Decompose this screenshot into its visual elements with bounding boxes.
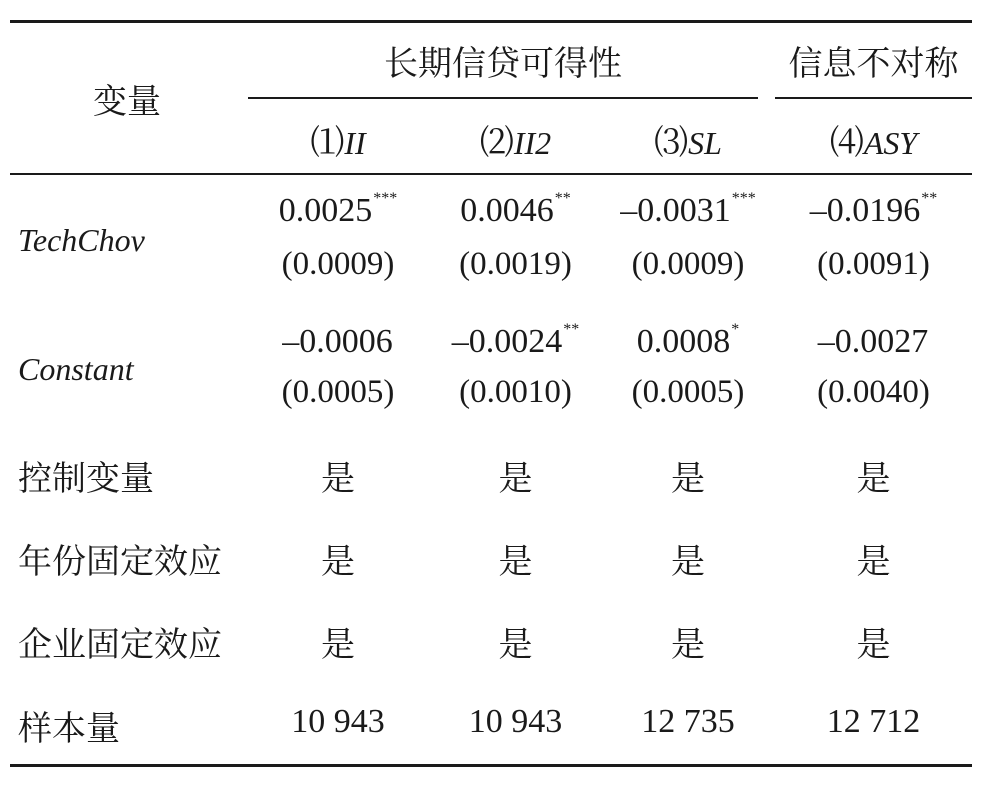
- control-cell: 是: [671, 459, 705, 499]
- sample-size-cell: 10 943: [468, 703, 563, 740]
- control-cell: 是: [856, 625, 891, 665]
- control-cell: 是: [498, 459, 533, 499]
- significance-stars: ***: [373, 190, 398, 207]
- control-cell: 是: [671, 625, 705, 665]
- header-group-info-asymmetry: 信息不对称: [788, 44, 959, 84]
- coef-value: 0.0025: [278, 192, 373, 229]
- se-cell: (0.0091): [817, 246, 930, 282]
- sample-size-cell: 10 943: [291, 703, 385, 740]
- control-cell: 是: [498, 625, 533, 665]
- coef-cell: [248, 192, 428, 230]
- column-number: ⑵: [479, 125, 514, 162]
- control-cell: 是: [498, 542, 533, 582]
- control-cell: 是: [856, 459, 891, 499]
- column-number: ⑷: [829, 125, 864, 162]
- se-cell: (0.0009): [631, 246, 745, 282]
- coef-cell: [428, 192, 603, 230]
- row-label-controls: 控制变量: [18, 459, 154, 499]
- column-header-4: [775, 115, 972, 164]
- significance-stars: **: [563, 321, 580, 338]
- coef-cell: [248, 323, 428, 361]
- column-header-3: [603, 115, 773, 164]
- se-cell: (0.0009): [281, 246, 395, 282]
- significance-stars: **: [554, 190, 571, 207]
- column-header-1: [248, 115, 428, 164]
- column-name: II: [344, 125, 366, 161]
- row-label-firm-fe: 企业固定效应: [18, 625, 222, 665]
- se-cell: (0.0005): [281, 374, 395, 410]
- coef-value: 0.0046: [460, 192, 554, 229]
- header-variable: 变量: [93, 82, 161, 122]
- significance-stars: **: [921, 190, 938, 207]
- significance-stars: ***: [731, 190, 756, 207]
- bottom-rule: [10, 764, 972, 767]
- control-cell: 是: [671, 542, 705, 582]
- se-cell: (0.0010): [459, 374, 572, 410]
- group2-underline: [775, 97, 972, 99]
- column-number: ⑶: [654, 125, 689, 162]
- coef-value: 0.0008: [636, 323, 731, 360]
- header-bottom-rule: [10, 173, 972, 175]
- control-cell: 是: [321, 542, 355, 582]
- column-header-2: [428, 115, 603, 164]
- se-cell: (0.0019): [459, 246, 572, 282]
- coef-value: –0.0006: [282, 323, 393, 360]
- group1-underline: [248, 97, 758, 99]
- column-number: ⑴: [310, 125, 345, 162]
- coef-cell: [603, 323, 773, 361]
- control-cell: 是: [856, 542, 891, 582]
- row-label-constant: Constant: [18, 351, 134, 387]
- top-rule: [10, 20, 972, 23]
- coef-value: –0.0196: [809, 192, 921, 229]
- se-cell: (0.0040): [817, 374, 930, 410]
- coef-value: –0.0031: [620, 192, 731, 229]
- coef-cell: [775, 192, 972, 230]
- column-name: II2: [513, 125, 552, 161]
- column-name: ASY: [863, 125, 918, 161]
- row-label-year-fe: 年份固定效应: [18, 542, 222, 582]
- control-cell: 是: [321, 625, 355, 665]
- significance-stars: *: [731, 321, 740, 338]
- sample-size-cell: 12 712: [826, 703, 921, 740]
- coef-value: –0.0027: [817, 323, 929, 360]
- coef-cell: [428, 323, 603, 361]
- coef-cell: [603, 192, 773, 230]
- control-cell: 是: [321, 459, 355, 499]
- sample-size-cell: 12 735: [641, 703, 735, 740]
- header-group-long-term-credit: 长期信贷可得性: [384, 44, 622, 84]
- se-cell: (0.0005): [631, 374, 745, 410]
- row-label-techchov: TechChov: [18, 222, 145, 258]
- coef-cell: [775, 323, 972, 361]
- coef-value: –0.0024: [451, 323, 563, 360]
- column-name: SL: [688, 125, 722, 161]
- row-label-sample-size: 样本量: [18, 709, 120, 749]
